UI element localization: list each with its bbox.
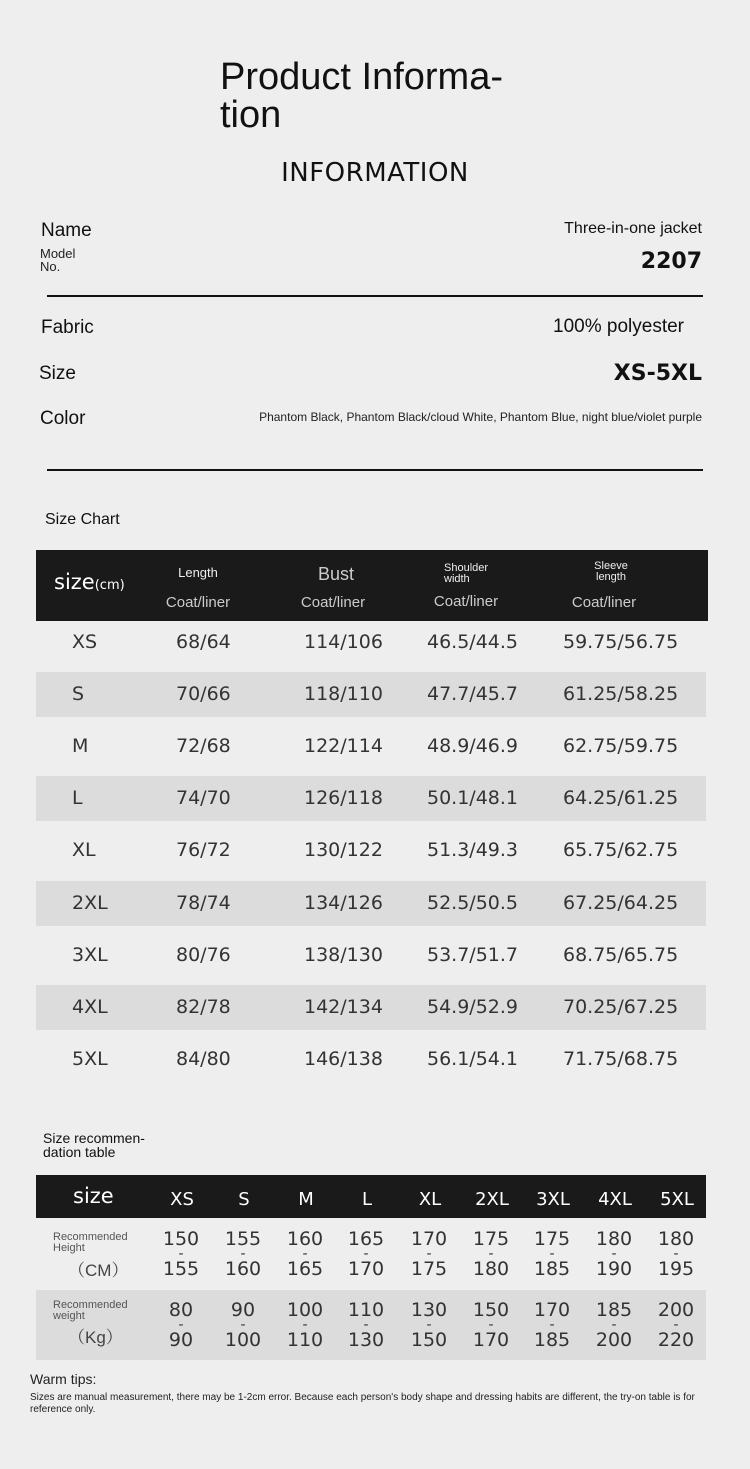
- range-dash: -: [240, 1246, 246, 1262]
- size-chart-header: [36, 550, 708, 621]
- name-value: Three-in-one jacket: [564, 220, 702, 237]
- height-range-cell: [584, 1228, 644, 1280]
- range-min: 160: [286, 1228, 324, 1250]
- measure-cell: 70/66: [176, 683, 231, 706]
- range-dash: -: [488, 1246, 494, 1262]
- measure-cell: 74/70: [176, 787, 231, 810]
- range-dash: -: [178, 1317, 184, 1333]
- height-range-cell: [461, 1228, 521, 1280]
- size-cell: 2XL: [72, 891, 108, 914]
- range-max: 150: [410, 1329, 448, 1351]
- range-max: 100: [224, 1329, 262, 1351]
- column-sub: Coat/liner: [571, 594, 637, 611]
- range-dash: -: [363, 1246, 369, 1262]
- measure-cell: 78/74: [176, 891, 231, 914]
- size-cell: M: [72, 735, 89, 758]
- height-range-cell: [151, 1228, 211, 1280]
- page-subtitle: INFORMATION: [281, 158, 469, 188]
- name-label: Name: [41, 220, 92, 241]
- range-min: 155: [224, 1228, 262, 1250]
- recommendation-header: [36, 1175, 706, 1218]
- range-dash: -: [549, 1246, 555, 1262]
- column-sub: Coat/liner: [433, 593, 499, 610]
- height-range-cell: [522, 1228, 582, 1280]
- measure-cell: 46.5/44.5: [427, 631, 519, 653]
- size-label: Size: [39, 363, 76, 384]
- table-row: [36, 933, 706, 978]
- height-range-cell: [336, 1228, 396, 1280]
- range-dash: -: [611, 1246, 617, 1262]
- measure-cell: 76/72: [176, 839, 231, 862]
- column-title-shoulder: Shoulder width: [444, 562, 489, 585]
- range-min: 175: [533, 1228, 571, 1250]
- range-min: 150: [162, 1228, 200, 1250]
- weight-range-cell: [522, 1299, 582, 1351]
- range-max: 200: [595, 1329, 633, 1351]
- weight-range-cell: [399, 1299, 459, 1351]
- measure-cell: 118/110: [304, 683, 383, 706]
- size-column-header: M: [298, 1189, 314, 1210]
- table-row: [36, 881, 706, 926]
- measure-cell: 142/134: [304, 995, 383, 1018]
- measure-cell: 68.75/65.75: [563, 943, 679, 966]
- color-value: Phantom Black, Phantom Black/cloud White, Phantom Blue, night blue/violet purple: [259, 410, 702, 424]
- size-cell: XL: [72, 839, 96, 862]
- divider: [47, 295, 703, 297]
- size-cell: 5XL: [72, 1047, 108, 1070]
- measure-cell: 59.75/56.75: [563, 631, 679, 653]
- color-label: Color: [40, 408, 86, 429]
- size-column-header: 5XL: [660, 1189, 694, 1210]
- table-row: [36, 620, 706, 665]
- range-min: 130: [410, 1299, 448, 1321]
- measure-cell: 68/64: [176, 631, 231, 653]
- fabric-label: Fabric: [41, 317, 94, 338]
- weight-label: Recommended weight: [53, 1299, 128, 1322]
- size-column-header: 4XL: [598, 1189, 632, 1210]
- range-min: 185: [595, 1299, 633, 1321]
- measure-cell: 47.7/45.7: [427, 683, 519, 706]
- range-dash: -: [549, 1317, 555, 1333]
- weight-range-cell: [151, 1299, 211, 1351]
- range-dash: -: [426, 1246, 432, 1262]
- column-title-bust: Bust: [317, 564, 355, 584]
- divider: [47, 469, 703, 471]
- recommendation-heading: Size recommen- dation table: [43, 1130, 145, 1160]
- range-max: 130: [347, 1329, 385, 1351]
- table-row: [36, 985, 706, 1030]
- size-column-header: L: [361, 1189, 373, 1210]
- weight-range-cell: [584, 1299, 644, 1351]
- measure-cell: 146/138: [304, 1047, 383, 1070]
- size-column-header: 3XL: [536, 1189, 570, 1210]
- range-max: 160: [224, 1258, 262, 1280]
- measure-cell: 138/130: [304, 943, 383, 966]
- table-row: [36, 724, 706, 769]
- range-min: 110: [347, 1299, 385, 1321]
- measure-cell: 67.25/64.25: [563, 891, 679, 914]
- size-column-header: 2XL: [475, 1189, 509, 1210]
- measure-cell: 82/78: [176, 995, 231, 1018]
- measure-cell: 84/80: [176, 1047, 231, 1070]
- measure-cell: 64.25/61.25: [563, 787, 679, 810]
- measure-cell: 134/126: [304, 891, 383, 914]
- range-dash: -: [488, 1317, 494, 1333]
- range-max: 90: [168, 1329, 194, 1351]
- tips-heading: Warm tips:: [30, 1371, 97, 1387]
- size-chart-heading: Size Chart: [45, 511, 120, 528]
- height-range-cell: [275, 1228, 335, 1280]
- table-row: [36, 1037, 706, 1082]
- range-min: 165: [347, 1228, 385, 1250]
- range-max: 195: [657, 1258, 695, 1280]
- size-cell: 4XL: [72, 995, 108, 1018]
- model-value: 2207: [640, 249, 702, 274]
- height-label: Recommended Height: [53, 1231, 128, 1254]
- range-max: 165: [286, 1258, 324, 1280]
- range-max: 185: [533, 1329, 571, 1351]
- measure-cell: 65.75/62.75: [563, 839, 679, 862]
- table-row: [36, 828, 706, 873]
- range-dash: -: [363, 1317, 369, 1333]
- measure-cell: 53.7/51.7: [427, 943, 519, 966]
- range-max: 180: [472, 1258, 510, 1280]
- size-cell: XS: [72, 631, 98, 653]
- measure-cell: 50.1/48.1: [427, 787, 519, 810]
- measure-cell: 56.1/54.1: [427, 1047, 519, 1070]
- measure-cell: 126/118: [304, 787, 383, 810]
- range-max: 170: [347, 1258, 385, 1280]
- range-min: 170: [533, 1299, 571, 1321]
- range-dash: -: [611, 1317, 617, 1333]
- weight-unit: （Kg）: [68, 1328, 123, 1347]
- range-max: 170: [472, 1329, 510, 1351]
- measure-cell: 122/114: [304, 735, 383, 758]
- range-max: 220: [657, 1329, 695, 1351]
- measure-cell: 54.9/52.9: [427, 995, 519, 1018]
- weight-range-cell: [646, 1299, 706, 1351]
- size-cell: L: [72, 787, 83, 810]
- range-max: 110: [286, 1329, 324, 1351]
- weight-range-cell: [275, 1299, 335, 1351]
- range-min: 80: [168, 1299, 194, 1321]
- size-value: XS-5XL: [613, 361, 702, 386]
- range-max: 185: [533, 1258, 571, 1280]
- page-title: Product Informa- tion: [220, 56, 503, 136]
- range-max: 190: [595, 1258, 633, 1280]
- range-dash: -: [178, 1246, 184, 1262]
- range-min: 200: [657, 1299, 695, 1321]
- measure-cell: 48.9/46.9: [427, 735, 519, 758]
- measure-cell: 130/122: [304, 839, 383, 862]
- height-row: [36, 1218, 706, 1288]
- measure-cell: 51.3/49.3: [427, 839, 519, 862]
- table-row: [36, 672, 706, 717]
- range-min: 180: [657, 1228, 695, 1250]
- measure-cell: 61.25/58.25: [563, 683, 679, 706]
- range-dash: -: [673, 1317, 679, 1333]
- size-column-header: XL: [418, 1189, 442, 1210]
- measure-cell: 62.75/59.75: [563, 735, 679, 758]
- column-title-sleeve: Sleeve length: [594, 560, 628, 583]
- range-dash: -: [240, 1317, 246, 1333]
- measure-cell: 114/106: [304, 631, 383, 653]
- measure-cell: 72/68: [176, 735, 231, 758]
- range-min: 175: [472, 1228, 510, 1250]
- height-range-cell: [213, 1228, 273, 1280]
- range-min: 100: [286, 1299, 324, 1321]
- measure-cell: 52.5/50.5: [427, 891, 519, 914]
- range-max: 155: [162, 1258, 200, 1280]
- range-min: 90: [230, 1299, 256, 1321]
- height-unit: （CM）: [68, 1261, 129, 1280]
- measure-cell: 70.25/67.25: [563, 995, 679, 1018]
- size-cell: S: [72, 683, 85, 706]
- range-dash: -: [302, 1246, 308, 1262]
- range-min: 180: [595, 1228, 633, 1250]
- height-range-cell: [399, 1228, 459, 1280]
- weight-row: [36, 1290, 706, 1360]
- range-min: 150: [472, 1299, 510, 1321]
- tips-text: Sizes are manual measurement, there may be 1-2cm error. Because each person's body shape and dressing habits are different, the try-on table is for reference only.: [30, 1392, 695, 1415]
- size-header: size(cm): [54, 570, 125, 594]
- column-title-length: Length: [178, 565, 218, 580]
- measure-cell: 71.75/68.75: [563, 1047, 679, 1070]
- range-min: 170: [410, 1228, 448, 1250]
- column-sub: Coat/liner: [300, 594, 366, 611]
- size-column-header: XS: [170, 1189, 194, 1210]
- size-column-header: S: [238, 1189, 250, 1210]
- size-header: size: [73, 1184, 114, 1208]
- range-dash: -: [426, 1317, 432, 1333]
- fabric-value: 100% polyester: [553, 316, 684, 337]
- table-row: [36, 776, 706, 821]
- height-range-cell: [646, 1228, 706, 1280]
- range-dash: -: [673, 1246, 679, 1262]
- weight-range-cell: [213, 1299, 273, 1351]
- range-dash: -: [302, 1317, 308, 1333]
- weight-range-cell: [336, 1299, 396, 1351]
- model-label: Model No.: [40, 246, 76, 274]
- size-cell: 3XL: [72, 943, 108, 966]
- measure-cell: 80/76: [176, 943, 231, 966]
- column-sub: Coat/liner: [165, 594, 231, 611]
- weight-range-cell: [461, 1299, 521, 1351]
- range-max: 175: [410, 1258, 448, 1280]
